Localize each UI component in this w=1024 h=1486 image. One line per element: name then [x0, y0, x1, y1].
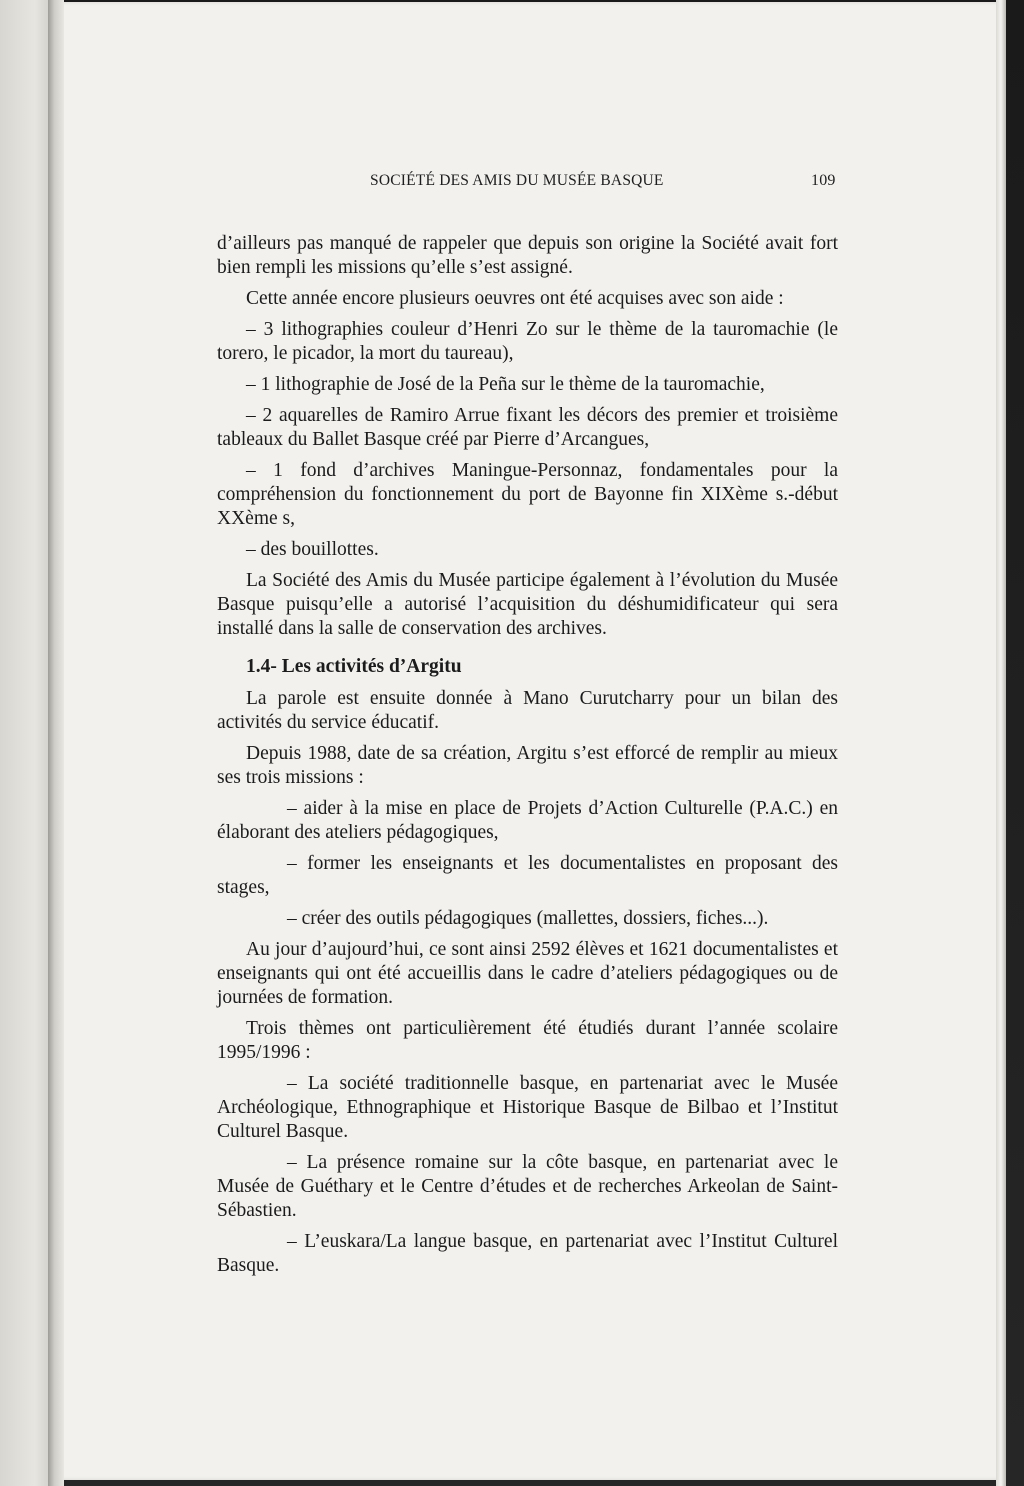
paragraph: d’ailleurs pas manqué de rappeler que depuis son origine la Société avait fort bien rempli les missions qu’elle s’est assigné. [217, 233, 838, 278]
running-title: SOCIÉTÉ DES AMIS DU MUSÉE BASQUE [370, 172, 664, 189]
paragraph: Cette année encore plusieurs oeuvres ont été acquises avec son aide : [246, 288, 784, 309]
mission-item: – aider à la mise en place de Projets d’Action Culturelle (P.A.C.) en élaborant des ateliers pédagogiques, [217, 798, 838, 843]
paragraph: Trois thèmes ont particulièrement été étudiés durant l’année scolaire 1995/1996 : [217, 1018, 838, 1063]
mission-item: – former les enseignants et les documentalistes en proposant des stages, [217, 853, 838, 898]
page-number: 109 [811, 172, 836, 189]
page-edge-right [996, 0, 1006, 1486]
acquisition-item: – 3 lithographies couleur d’Henri Zo sur le thème de la tauromachie (le torero, le picador, la mort du taureau), [217, 319, 838, 364]
acquisition-item: – 1 lithographie de José de la Peña sur le thème de la tauromachie, [246, 374, 765, 395]
mission-item: – créer des outils pédagogiques (mallettes, dossiers, fiches...). [287, 908, 769, 929]
paragraph: Au jour d’aujourd’hui, ce sont ainsi 2592 élèves et 1621 documentalistes et enseignants qui ont été accueillis dans le cadre d’ateliers pédagogiques ou de journées de formation. [217, 939, 838, 1008]
paragraph: La Société des Amis du Musée participe également à l’évolution du Musée Basque puisqu’elle a autorisé l’acquisition du déshumidificateur qui sera installé dans la salle de conservation des archives. [217, 570, 838, 639]
book-gutter [48, 0, 64, 1486]
paragraph: La parole est ensuite donnée à Mano Curutcharry pour un bilan des activités du service éducatif. [217, 688, 838, 733]
section-heading: 1.4- Les activités d’Argitu [246, 656, 462, 677]
paragraph: Depuis 1988, date de sa création, Argitu s’est efforcé de remplir au mieux ses trois missions : [217, 743, 838, 788]
acquisition-item: – 1 fond d’archives Maningue-Personnaz, fondamentales pour la compréhension du fonctionnement du port de Bayonne fin XIXème s.-début XXème s, [217, 460, 838, 529]
acquisition-item: – des bouillottes. [246, 539, 379, 560]
running-header [0, 172, 1024, 196]
theme-item: – L’euskara/La langue basque, en partenariat avec l’Institut Culturel Basque. [217, 1231, 838, 1276]
body-text [217, 232, 838, 1285]
theme-item: – La société traditionnelle basque, en partenariat avec le Musée Archéologique, Ethnographique et Historique Basque de Bilbao et l’Institut Culturel Basque. [217, 1073, 838, 1142]
theme-item: – La présence romaine sur la côte basque, en partenariat avec le Musée de Guéthary et le Centre d’études et de recherches Arkeolan de Saint-Sébastien. [217, 1152, 838, 1221]
acquisition-item: – 2 aquarelles de Ramiro Arrue fixant les décors des premier et troisième tableaux du Ballet Basque créé par Pierre d’Arcangues, [217, 405, 838, 450]
